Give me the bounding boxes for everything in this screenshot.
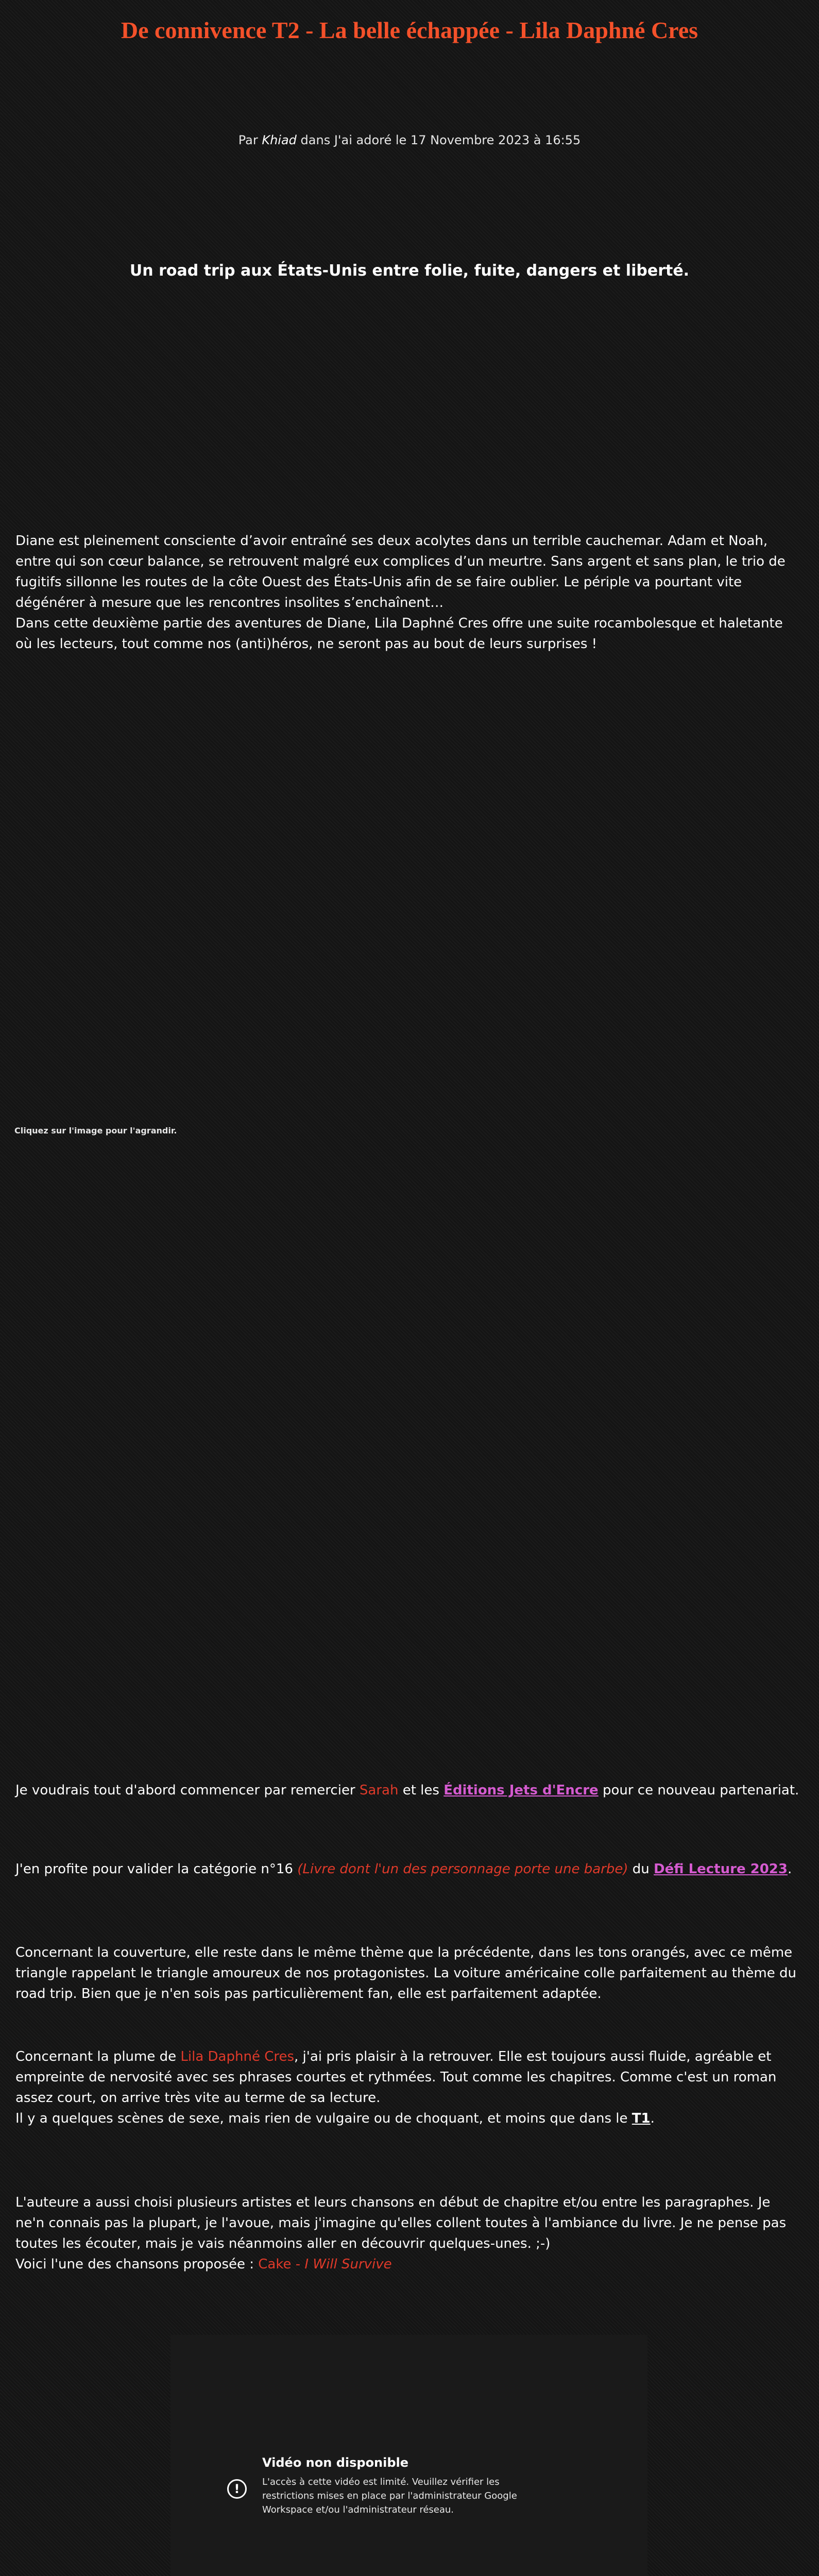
- pen-line-1: [15, 2046, 803, 2108]
- video-text: [262, 2455, 536, 2517]
- post-title[interactable]: De connivence T2 - La belle échappée - Lila Daphné Cres: [121, 17, 698, 43]
- pen-line-2: [15, 2108, 803, 2129]
- song-separator: -: [291, 2257, 305, 2272]
- summary-block: [15, 531, 803, 654]
- challenge-text-2: du: [628, 1861, 654, 1877]
- post-tagline: Un road trip aux États-Unis entre folie, fuite, dangers et liberté.: [129, 262, 690, 280]
- challenge-text-1: J'en profite pour valider la catégorie n°16: [15, 1861, 298, 1877]
- pen-text-2: , j'ai pris plaisir à la retrouver. Elle est toujours aussi fluide, agréable et empreinte de nervosité avec ses phrases courtes et rythmées. Tout comme les chapitres. Comme c'est un roman assez court, on arrive très vite au terme de sa lecture.: [15, 2049, 777, 2106]
- song-intro: Voici l'une des chansons proposée :: [15, 2257, 259, 2272]
- song-artist: Cake: [258, 2257, 292, 2272]
- cover-paragraph: Concernant la couverture, elle reste dans le même thème que la précédente, dans les tons orangés, avec ce même triangle rappelant le triangle amoureux de nos protagonistes. La voiture américaine colle parfaitement au thème du road trip. Bien que je n'en sois pas particulièrement fan, elle est parfaitement adaptée.: [15, 1945, 796, 2002]
- song-line: [15, 2254, 803, 2275]
- pen-text-1: Concernant la plume de: [15, 2049, 181, 2064]
- t1-link[interactable]: T1: [632, 2111, 651, 2126]
- video-message-box: [227, 2455, 536, 2517]
- author-name: Lila Daphné Cres: [180, 2049, 295, 2064]
- challenge-paragraph: [15, 1859, 803, 1879]
- video-title: Vidéo non disponible: [262, 2455, 409, 2470]
- pen-text-3: Il y a quelques scènes de sexe, mais rien de vulgaire ou de choquant, et moins que dans le: [15, 2111, 632, 2126]
- thanks-text-2: et les: [398, 1783, 444, 1798]
- alert-icon: !: [227, 2479, 247, 2499]
- songs-paragraph: [15, 2192, 803, 2275]
- challenge-text-3: .: [788, 1861, 792, 1877]
- thanks-paragraph: [15, 1780, 803, 1801]
- summary-paragraph-1: Diane est pleinement consciente d’avoir entraîné ses deux acolytes dans un terrible cauchemar. Adam et Noah, entre qui son cœur balance, se retrouvent malgré eux complices d’un meurtre. Sans argent et sans plan, le trio de fugitifs sillonne les routes de la côte Ouest des États-Unis afin de se faire oublier. Le périple va pourtant vite dégénérer à mesure que les rencontres insolites s’enchaînent…: [15, 533, 786, 611]
- sarah-name: Sarah: [359, 1783, 399, 1798]
- songs-text: L'auteure a aussi choisi plusieurs artistes et leurs chansons en début de chapitre et/ou entre les paragraphes. Je ne'n connais pas la plupart, je l'avoue, mais j'imagine qu'elles collent toutes à l'ambiance du livre. Je ne pense pas toutes les écouter, mais je vais néanmoins aller en découvrir quelques-unes. ;-): [15, 2195, 787, 2251]
- summary-paragraph-2: Dans cette deuxième partie des aventures de Diane, Lila Daphné Cres offre une suite rocambolesque et haletante où les lecteurs, tout comme nos (anti)héros, ne seront pas au bout de leurs surprises !: [15, 616, 783, 652]
- author-link[interactable]: Khiad: [262, 133, 297, 147]
- song-title: I Will Survive: [304, 2257, 392, 2272]
- defi-lecture-link[interactable]: Défi Lecture 2023: [654, 1861, 788, 1877]
- video-message: L'accès à cette vidéo est limité. Veuillez vérifier les restrictions mises en place par l'administrateur Google Workspace et/ou l'administrateur réseau.: [262, 2477, 517, 2515]
- thanks-text-3: pour ce nouveau partenariat.: [598, 1783, 799, 1798]
- byline-prefix: Par: [238, 133, 262, 147]
- video-embed[interactable]: [170, 2335, 647, 2576]
- thanks-text-1: Je voudrais tout d'abord commencer par remercier: [15, 1783, 360, 1798]
- challenge-category: (Livre dont l'un des personnage porte une barbe): [297, 1861, 628, 1877]
- byline-suffix: dans J'ai adoré le 17 Novembre 2023 à 16:55: [296, 133, 581, 147]
- pen-paragraph: [15, 2046, 803, 2129]
- editions-link[interactable]: Éditions Jets d'Encre: [443, 1783, 599, 1798]
- pen-text-4: .: [650, 2111, 655, 2126]
- enlarge-image-link[interactable]: Cliquez sur l'image pour l'agrandir.: [14, 1126, 177, 1136]
- post-byline: [0, 133, 819, 147]
